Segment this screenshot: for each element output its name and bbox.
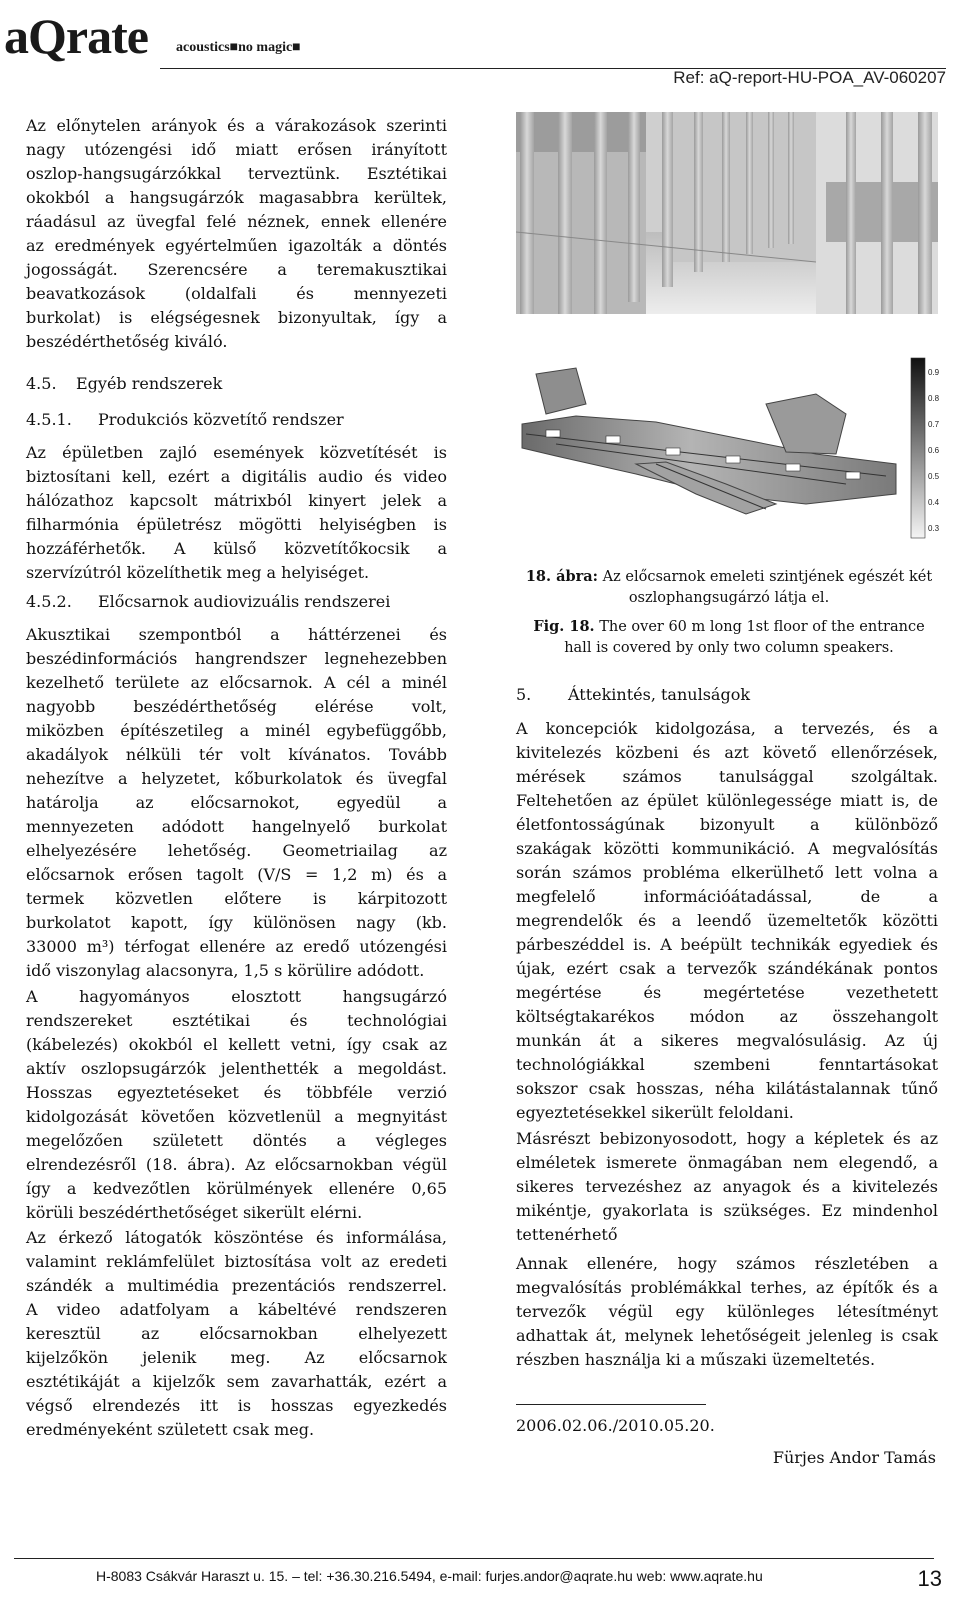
text-line: adhattak át, melynek lehetőségeit jelenleg is csak	[516, 1326, 938, 1345]
text-line: kivitelezés közbeni és azt követő ellenőrzések,	[516, 743, 938, 762]
figure-caption-hu	[516, 566, 942, 609]
text-line: megrendelők és a leendő üzemeltetők közötti	[516, 911, 938, 930]
lobby-render-drawing	[516, 112, 938, 314]
scale-label: 0.4	[928, 498, 940, 507]
text-line: (kábelezés) okokból el kellett vetni, így csak az	[26, 1035, 447, 1054]
text-line: 33000 m³) térfogat ellenére az eredő utózengési	[26, 937, 447, 956]
text-line: technológiákkal szembeni fenntartásokat	[516, 1055, 938, 1074]
section-title: Áttekintés, tanulságok	[568, 685, 751, 704]
text-line: A hagyományos elosztott hangsugárzó	[26, 987, 447, 1006]
text-line: aktív oszlopsugárzók jelenthették a megoldást.	[26, 1059, 447, 1078]
paragraph-broadcast	[26, 441, 447, 585]
text-line: életfontosságúnak bizonyult a különböző	[516, 815, 938, 834]
text-line: megértése és megértetése vezethetett	[516, 983, 938, 1002]
section-number: 4.5.	[26, 374, 57, 393]
text-line: részben használja ki a műszaki üzemeltetés.	[516, 1350, 876, 1369]
section-heading-4-5-1	[26, 408, 344, 432]
text-line: elhelyezésére lehetőség. Geometriailag az	[26, 841, 447, 860]
text-line: szándék a multimédia prezentációs rendszerrel.	[26, 1276, 447, 1295]
text-line: tettenérhető	[516, 1225, 618, 1244]
text-line: végső elrendezés itt is hosszas egyezkedés	[26, 1396, 447, 1415]
text-line: kijelzőkön jelenik meg. Az előcsarnok	[26, 1348, 447, 1367]
signature-divider	[516, 1404, 706, 1405]
text-line: beavatkozások (oldalfali és mennyezeti	[26, 284, 447, 303]
section-heading-4-5-2	[26, 590, 390, 614]
text-line: beszédinformációs hangrendszer legnehezebben	[26, 649, 447, 668]
text-line: Az érkező látogatók köszöntése és informálása,	[26, 1228, 447, 1247]
text-line: hozzáférhetők. A külső közvetítőkocsik a	[26, 539, 447, 558]
text-line: A video adatfolyam a kábeltévé rendszeren	[26, 1300, 447, 1319]
text-line: sikeres tervezéshez az anyagok és a kivitelezés	[516, 1177, 938, 1196]
text-line: nehezítve a helyzetet, kőburkolatok és üvegfal	[26, 769, 447, 788]
text-line: elméletek ismerete önmagában nem elegendő, a	[516, 1153, 938, 1172]
text-line: szervízútról közelíthetik meg a helyiséget.	[26, 563, 370, 582]
text-line: keresztül az előcsarnokban elhelyezett	[26, 1324, 447, 1343]
text-line: Hosszas egyeztetéseket és többféle verzió	[26, 1083, 447, 1102]
footer-divider	[14, 1558, 934, 1559]
section-number: 5.	[516, 685, 532, 704]
paragraph-speaker-choice	[26, 114, 447, 354]
section-title: Produkciós közvetítő rendszer	[98, 410, 344, 429]
report-reference: Ref: aQ-report-HU-POA_AV-060207	[673, 68, 946, 87]
text-line: előcsarnok erősen tagolt (V/S = 1,2 m) és a	[26, 865, 447, 884]
text-line: Az épületben zajló események közvetítését is	[26, 443, 447, 462]
text-line: beszédérthetőség kiváló.	[26, 332, 228, 351]
caption-text: oszlophangsugárzó látja el.	[628, 590, 830, 606]
caption-text: The over 60 m long 1st floor of the entrance	[599, 619, 925, 635]
text-line: az eredmények egyértelműen igazolták a döntés	[26, 236, 447, 255]
text-line: körüli beszédérthetőséget sikerült elérni.	[26, 1203, 363, 1222]
text-line: biztosítani kell, ezért a digitális audio és video	[26, 467, 447, 486]
text-line: mikéntje, gyakorlata is szükséges. Ez mindenhol	[516, 1201, 938, 1220]
text-line: burkolat) is elégségesnek bizonyultak, így a	[26, 308, 447, 327]
document-date: 2006.02.06./2010.05.20.	[516, 1416, 715, 1435]
text-line: így a kedvezőtlen körülmények ellenére 0,65	[26, 1179, 447, 1198]
speech-intelligibility-map-image	[516, 344, 942, 544]
text-line: elrendezésről (18. ábra). Az előcsarnokban végül	[26, 1155, 447, 1174]
section-heading-5	[516, 683, 750, 707]
text-line: idő viszonylag alacsonyra, 1,5 s körülire adódott.	[26, 961, 425, 980]
text-line: termek közvetlen előtere is kárpitozott	[26, 889, 447, 908]
text-line: tervezők végül egy különleges létesítményt	[516, 1302, 938, 1321]
text-line: Az előnytelen arányok és a várakozások szerinti	[26, 116, 447, 135]
text-line: akadályok nélküli tér volt kívánatos. Tovább	[26, 745, 447, 764]
logo-tagline: acoustics■no magic■	[176, 40, 301, 55]
paragraph-multimedia	[26, 1226, 447, 1442]
intelligibility-map-drawing	[516, 344, 942, 544]
text-line: filharmónia épületrész mögötti helyiségben is	[26, 515, 447, 534]
text-line: rendszereket esztétikai és technológiai	[26, 1011, 447, 1030]
caption-text: Az előcsarnok emeleti szintjének egészét két	[602, 569, 933, 585]
page-number: 13	[917, 1566, 942, 1591]
footer-contact: H-8083 Csákvár Haraszt u. 15. – tel: +36.30.216.5494, e-mail: furjes.andor@aqrate.hu web: www.aqrate.hu	[96, 1568, 763, 1584]
text-line: okokból a hangsugárzók magasabbra kerültek,	[26, 188, 447, 207]
text-line: valamint reklámfelület biztosítása volt az eredeti	[26, 1252, 447, 1271]
paragraph-theory	[516, 1127, 938, 1247]
scale-label: 0.9	[928, 368, 940, 377]
text-line: Feltehetően az épület különlegessége miatt is, de	[516, 791, 938, 810]
scale-label: 0.5	[928, 472, 940, 481]
section-title: Egyéb rendszerek	[76, 374, 223, 393]
section-heading-4-5	[26, 372, 222, 396]
text-line: mennyezeten adódott hangelnyelő burkolat	[26, 817, 447, 836]
text-line: esztétikáját a kijelzők sem zavarhatták, ezért a	[26, 1372, 447, 1391]
section-number: 4.5.2.	[26, 592, 72, 611]
text-line: eredményeként született csak meg.	[26, 1420, 315, 1439]
caption-label: 18. ábra:	[525, 568, 599, 585]
text-line: szakágak közötti kommunikáció. A megvalósítás	[516, 839, 938, 858]
text-line: oszlop-hangsugárzókkal terveztünk. Esztétikai	[26, 164, 447, 183]
text-line: egyeztetésekkel sikerült feloldani.	[516, 1103, 794, 1122]
text-line: Annak ellenére, hogy számos részletében a	[516, 1254, 938, 1273]
section-number: 4.5.1.	[26, 410, 72, 429]
paragraph-lessons	[516, 717, 938, 1125]
scale-label: 0.8	[928, 394, 940, 403]
text-line: határolja az előcsarnokot, egyedül a	[26, 793, 447, 812]
text-line: miközben építészetileg a minél egybefüggőbb,	[26, 721, 447, 740]
text-line: burkolatot kapott, így különösen nagy (kb.	[26, 913, 447, 932]
lobby-3d-render-image	[516, 112, 938, 314]
company-logo: aQrate	[4, 8, 148, 64]
text-line: A koncepciók kidolgozása, a tervezés, és a	[516, 719, 938, 738]
text-line: során számos probléma elkerülhető lett volna a	[516, 863, 938, 882]
text-line: megfelelő információátadással, de a	[516, 887, 938, 906]
text-line: munkán át a sikeres megvalósulásig. Az új	[516, 1031, 938, 1050]
figure-caption-en	[516, 616, 942, 659]
text-line: jogosságát. Szerencsére a teremakusztikai	[26, 260, 447, 279]
scale-label: 0.6	[928, 446, 940, 455]
text-line: sokszor csak hosszas, néha kilátástalannak tűnő	[516, 1079, 938, 1098]
caption-label: Fig. 18.	[533, 618, 595, 635]
text-line: megelőzően született döntés a végleges	[26, 1131, 447, 1150]
text-line: megvalósítás problémákkal terhes, az építők és a	[516, 1278, 938, 1297]
author-name: Fürjes Andor Tamás	[772, 1448, 936, 1467]
paragraph-lobby-acoustics	[26, 623, 447, 983]
text-line: költségtakarékos módon az összehangolt	[516, 1007, 938, 1026]
text-line: hálózathoz kapcsolt mátrixból kinyert jelek a	[26, 491, 447, 510]
scale-label: 0.3	[928, 524, 940, 533]
text-line: újak, ezért csak a tervezők szándékának pontos	[516, 959, 938, 978]
paragraph-speaker-systems	[26, 985, 447, 1225]
section-title: Előcsarnok audiovizuális rendszerei	[98, 592, 391, 611]
text-line: Másrészt bebizonyosodott, hogy a képletek és az	[516, 1129, 938, 1148]
text-line: Akusztikai szempontból a háttérzenei és	[26, 625, 447, 644]
text-line: mérések számos tanulsággal szolgáltak.	[516, 767, 938, 786]
caption-text: hall is covered by only two column speakers.	[564, 640, 894, 656]
text-line: kezelhető területe az előcsarnok. A cél a minél	[26, 673, 447, 692]
text-line: nagyobb beszédérthetőség elérése volt,	[26, 697, 447, 716]
text-line: párbeszéddel is. A beépült technikák egyediek és	[516, 935, 938, 954]
paragraph-conclusion	[516, 1252, 938, 1372]
text-line: ráadásul az üvegfal felé néznek, ennek ellenére	[26, 212, 447, 231]
scale-label: 0.7	[928, 420, 940, 429]
text-line: kidolgozását követően közvetlenül a megnyitást	[26, 1107, 447, 1126]
text-line: nagy utózengési idő miatt erősen irányított	[26, 140, 447, 159]
